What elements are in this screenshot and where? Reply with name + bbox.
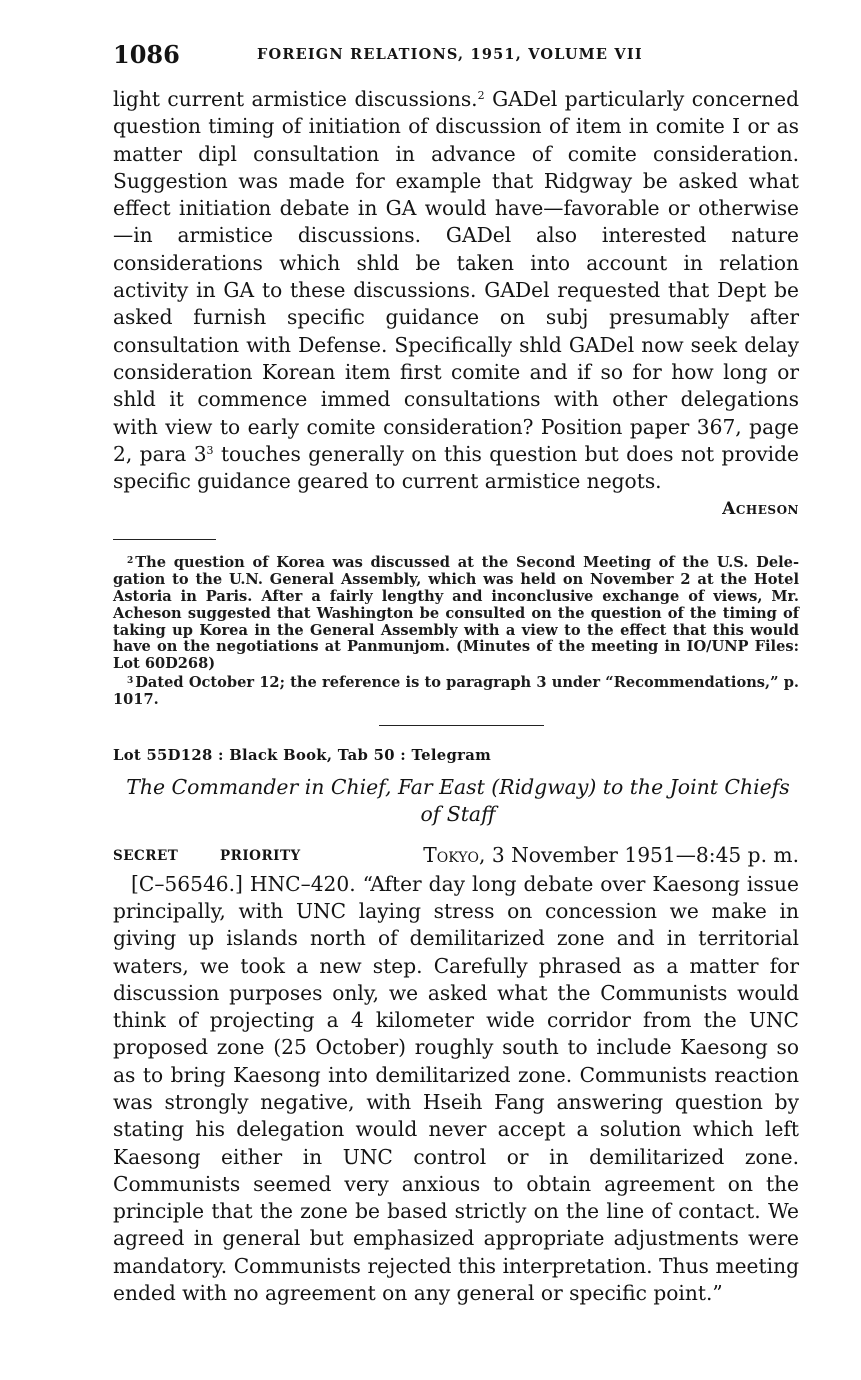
- running-head: FOREIGN RELATIONS, 1951, VOLUME VII: [257, 46, 643, 63]
- footnote-marker: 2: [127, 556, 134, 567]
- footnote-text: The question of Korea was discussed at the Second Meeting of the U.S. Delegation to the U.N. General Assembly, which was held on November 2 at the Hotel Astoria in Paris. After a fairly lengthy and inconclusive exchange of views, Mr. Acheson suggested that Washington be consulted on the question of the timing of taking up Korea in the General Assembly with a view to the effect that this would have on the negotiations at Panmunjom. (Minutes of the meeting in IO/UNP Files: Lot 60D268): [113, 554, 799, 673]
- intro-text-part-2: GADel particularly concerned question timing of initiation of discussion of item in comite I or as matter dipl consultation in advance of comite consideration. Suggestion was made for example that Ridgway be asked what effect initiation debate in GA would have—favorable or otherwise—in armistice discussions. GADel also interested nature considerations which shld be taken into account in relation activity in GA to these discussions. GADel requested that Dept be asked furnish specific guidance on subj presumably after consultation with Defense. Specifically shld GADel now seek delay consideration Korean item first comite and if so for how long or shld it commence immed consultations with other delegations with view to early comite consideration? Position paper 367, page 2, para 3: [113, 87, 799, 466]
- classification: SECRET: [113, 847, 179, 864]
- document-page: [113, 40, 799, 1307]
- footnote-divider: [113, 539, 216, 540]
- footnote-marker: 3: [127, 676, 134, 687]
- page-header: [113, 40, 799, 74]
- intro-text-part-1: light current armistice discussions.: [113, 87, 478, 111]
- continued-telegram-text: [113, 86, 799, 495]
- precedence: PRIORITY: [220, 847, 301, 864]
- document-source: Lot 55D128 : Black Book, Tab 50 : Telegram: [113, 746, 492, 764]
- footnote-3: [113, 673, 799, 709]
- signature: Acheson: [722, 499, 799, 520]
- footnotes: [113, 553, 799, 708]
- place-and-date: [423, 843, 799, 867]
- footnote-text: Dated October 12; the reference is to paragraph 3 under “Recommendations,” p. 1017.: [113, 674, 799, 708]
- telegram-body: [C–56546.] HNC–420. “After day long debate over Kaesong issue principally, with UNC laying stress on concession we make in giving up islands north of demilitarized zone and in territorial waters, we took a new step. Carefully phrased as a matter for discussion purposes only, we asked what the Communists would think of projecting a 4 kilometer wide corridor from the UNC proposed zone (25 October) roughly south to include Kaesong so as to bring Kaesong into demilitarized zone. Communists reaction was strongly negative, with Hseih Fang answering question by stating his delegation would never accept a solution which left Kaesong either in UNC control or in demilitarized zone. Communists seemed very anxious to obtain agreement on the principle that the zone be based strictly on the line of contact. We agreed in general but emphasized appropriate adjustments were mandatory. Communists rejected this interpretation. Thus meeting ended with no agreement on any general or specific point.”: [113, 871, 799, 1306]
- intro-text-part-3: touches generally on this question but does not provide specific guidance geared to current armistice negots.: [113, 441, 799, 494]
- document-title: The Commander in Chief, Far East (Ridgway) to the Joint Chiefs of Staff: [126, 774, 790, 826]
- page-number: 1086: [113, 40, 180, 69]
- footnote-ref-3: 3: [206, 443, 214, 457]
- section-divider: [379, 725, 544, 726]
- footnote-2: [113, 553, 799, 673]
- place: Tokyo,: [423, 842, 486, 867]
- dateline: [113, 843, 799, 871]
- footnote-ref-2: 2: [477, 89, 485, 102]
- date: 3 November 1951—8:45 p. m.: [485, 842, 799, 867]
